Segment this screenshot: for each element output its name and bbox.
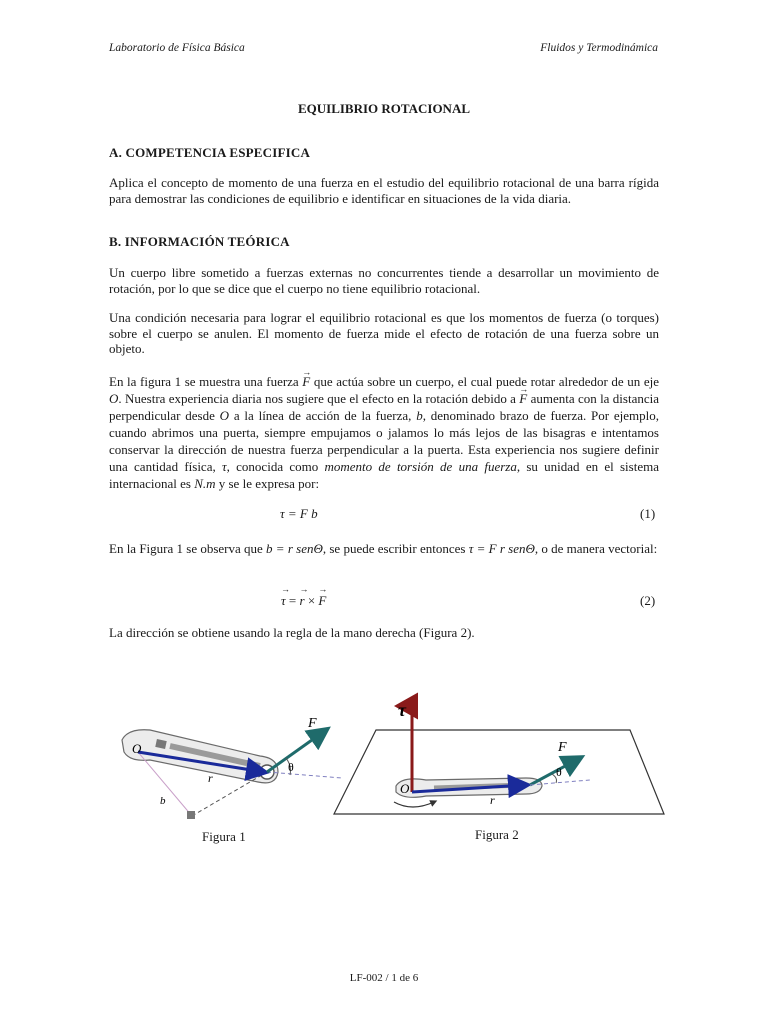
wrench-shape bbox=[122, 730, 278, 783]
p3-text-d: . Nuestra experiencia diaria nos sugiere que el efecto en la rotación debido a bbox=[118, 391, 516, 406]
axis-symbol: O bbox=[219, 408, 230, 423]
paragraph-5: La dirección se obtiene usando la regla de la mano derecha (Figura 2). bbox=[109, 625, 475, 640]
p3-text-a: En la figura 1 se muestra una fuerza bbox=[109, 374, 299, 389]
label-f: F bbox=[308, 716, 317, 731]
plane bbox=[334, 730, 664, 814]
figure-2 bbox=[330, 690, 670, 840]
figure-1-caption: Figura 1 bbox=[202, 829, 246, 844]
label-o: O bbox=[400, 781, 410, 796]
paragraph-2: Una condición necesaria para lograr el equilibrio rotacional es que los momentos de fuerza (o torques) sobre el cuerpo se anulen. El momento de fuerza mide el efecto de rotación de una fuerza sobre un objeto. bbox=[109, 310, 659, 357]
p3-text-c: de un eje bbox=[611, 374, 660, 389]
force-vector-symbol: → F bbox=[302, 373, 310, 390]
label-theta: θ bbox=[288, 760, 294, 774]
p4-text-a: En la Figura 1 se observa que bbox=[109, 541, 263, 556]
section-a-paragraph: Aplica el concepto de momento de una fuerza en el estudio del equilibrio rotacional de una barra rígida para demostrar las condiciones de equilibrio e identificar en situaciones de la vida diaria. bbox=[109, 175, 659, 206]
section-b-heading: B. INFORMACIÓN TEÓRICA bbox=[109, 234, 290, 249]
force-vector-symbol: → F bbox=[519, 390, 527, 407]
tau-symbol: τ bbox=[222, 459, 227, 474]
equation-2: → τ = → r × → F bbox=[281, 593, 326, 609]
label-r: r bbox=[208, 771, 213, 785]
paragraph-4 bbox=[109, 540, 659, 557]
figure-2-caption: Figura 2 bbox=[475, 827, 519, 842]
r-vector: → r bbox=[300, 593, 305, 609]
tau-vector: → τ bbox=[281, 593, 286, 609]
section-a-heading: A. COMPETENCIA ESPECIFICA bbox=[109, 145, 311, 160]
equation-2-number: (2) bbox=[640, 593, 656, 608]
right-angle-marker bbox=[187, 811, 195, 819]
torque-equation: τ = F r senΘ bbox=[468, 541, 535, 556]
p4-text-b: , se puede escribir entonces bbox=[322, 541, 466, 556]
label-tau: τ bbox=[398, 700, 406, 720]
label-o: O bbox=[132, 741, 142, 756]
paragraph-1: Un cuerpo libre sometido a fuerzas externas no concurrentes tiende a desarrollar un movimiento de rotación, por lo que se dice que el cuerpo no tiene equilibrio rotacional. bbox=[109, 265, 659, 296]
page-title: EQUILIBRIO ROTACIONAL bbox=[297, 101, 471, 116]
label-f: F bbox=[558, 740, 567, 755]
page-footer: LF-002 / 1 de 6 bbox=[349, 972, 419, 984]
p3-text-e: aumenta con la distancia perpendicular desde bbox=[109, 391, 659, 423]
p3-text-b: que actúa sobre un cuerpo, el cual puede rotar alrededor bbox=[313, 374, 608, 389]
paragraph-3 bbox=[109, 373, 659, 492]
f-vector: → F bbox=[318, 593, 326, 609]
p4-text-c: , o de manera vectorial: bbox=[534, 541, 658, 556]
label-r: r bbox=[490, 793, 495, 807]
equation-1: τ = F b bbox=[280, 506, 318, 521]
lever-arm-symbol: b bbox=[416, 408, 423, 423]
figure-1 bbox=[110, 700, 350, 850]
p3-text-f: a la línea de acción de la fuerza, bbox=[233, 408, 412, 423]
running-header-right: Fluidos y Termodinámica bbox=[540, 42, 658, 54]
torque-term: momento de torsión de una fuerza bbox=[324, 459, 517, 474]
force-arrow bbox=[267, 730, 326, 772]
label-b: b bbox=[160, 795, 166, 807]
label-theta: θ bbox=[556, 765, 562, 779]
p3-text-j: y se le expresa por: bbox=[218, 476, 320, 491]
p3-text-i: , su unidad en el sistema internacional es bbox=[109, 459, 659, 491]
unit-symbol: N.m bbox=[194, 476, 216, 491]
lever-arm-equation: b = r senΘ bbox=[266, 541, 323, 556]
running-header-left: Laboratorio de Física Básica bbox=[109, 42, 245, 54]
axis-symbol: O bbox=[109, 391, 119, 406]
p3-text-h: , conocida como bbox=[226, 459, 319, 474]
action-line bbox=[192, 772, 267, 816]
p3-text-g: , denominado brazo de fuerza. Por ejemplo, cuando abrimos una puerta, siempre empujamos o jalamos lo más lejos de las bisagras e intentamos conservar la dirección de nuestra fuerza perpendicular a la puerta. Esta experiencia nos sugiere definir una cantidad física, bbox=[109, 408, 660, 474]
equation-1-number: (1) bbox=[640, 506, 656, 521]
